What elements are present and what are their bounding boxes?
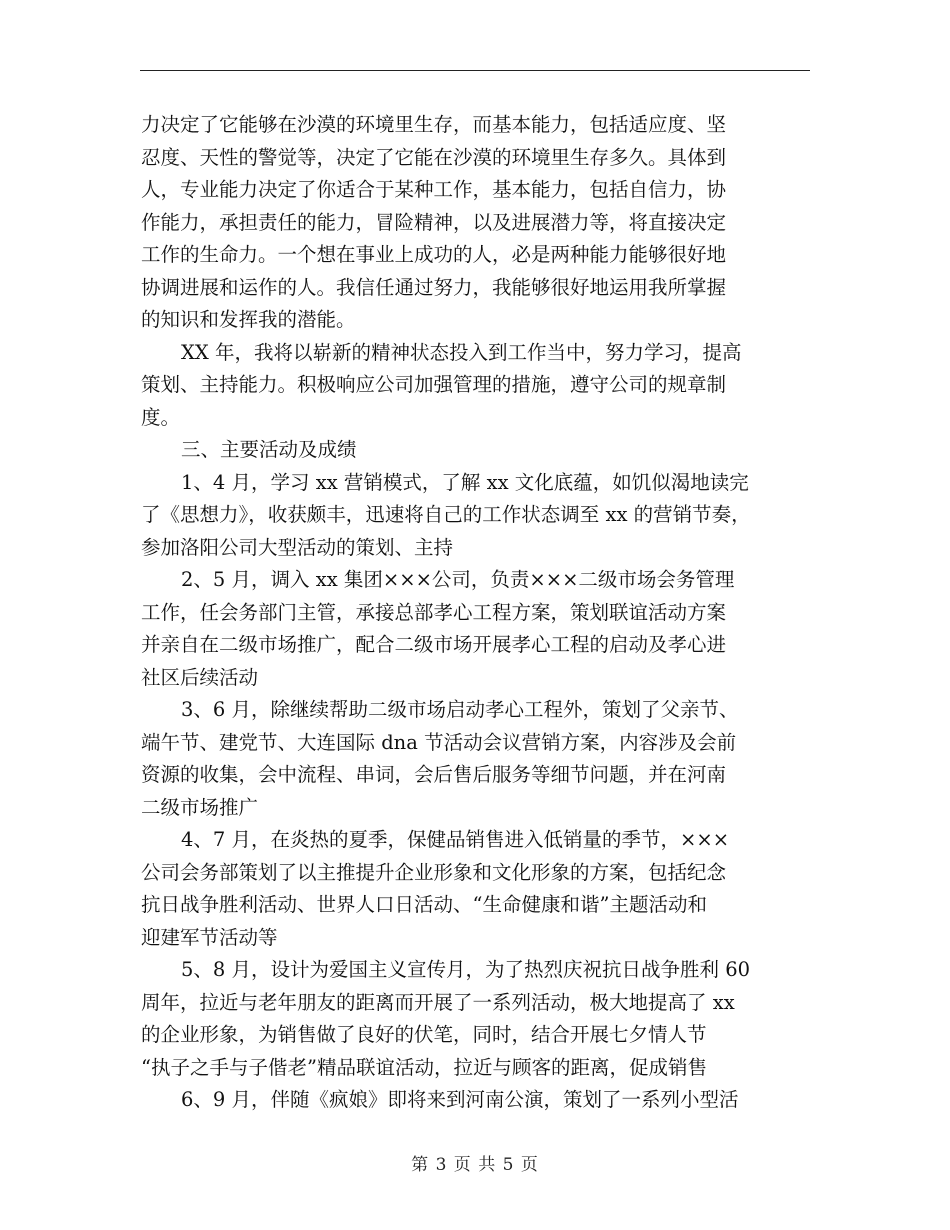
text-line: 并亲自在二级市场推广，配合二级市场开展孝心工程的启动及孝心进 <box>141 633 727 656</box>
text-line: 5、8 月，设计为爱国主义宣传月，为了热烈庆祝抗日战争胜利 60 <box>181 958 751 981</box>
text-line: 二级市场推广 <box>141 795 259 819</box>
paragraph <box>141 694 811 824</box>
heading-text: 三、主要活动及成绩 <box>181 438 357 461</box>
text-line: “执子之手与子偕老”精品联谊活动，拉近与顾客的距离，促成销售 <box>141 1055 707 1079</box>
text-line: 了《思想力》，收获颇丰，迅速将自己的工作状态调至 xx 的营销节奏， <box>141 503 751 526</box>
text-line: 4、7 月，在炎热的夏季，保健品销售进入低销量的季节，××× <box>181 828 730 851</box>
text-line: 力决定了它能够在沙漠的环境里生存，而基本能力，包括适应度、坚 <box>141 113 727 136</box>
paragraph <box>141 109 811 337</box>
text-line: 公司会务部策划了以主推提升企业形象和文化形象的方案，包括纪念 <box>141 860 727 884</box>
text-line: 2、5 月，调入 xx 集团×××公司，负责×××二级市场会务管理 <box>181 568 735 591</box>
text-line: 周年，拉近与老年朋友的距离而开展了一系列活动，极大地提高了 xx <box>141 990 735 1014</box>
text-line: 社区后续活动 <box>141 665 259 689</box>
text-line: 资源的收集，会中流程、串词，会后售后服务等细节问题，并在河南 <box>141 763 727 786</box>
text-line: 策划、主持能力。积极响应公司加强管理的措施，遵守公司的规章制 <box>141 373 727 396</box>
text-line: 忍度、天性的警觉等，决定了它能在沙漠的环境里生存多久。具体到 <box>141 145 727 169</box>
paragraph <box>141 467 811 565</box>
paragraph <box>141 954 811 1084</box>
text-line: 工作的生命力。一个想在事业上成功的人，必是两种能力能够很好地 <box>141 243 727 266</box>
text-line: 6、9 月，伴随《疯娘》即将来到河南公演，策划了一系列小型活 <box>181 1088 739 1111</box>
paragraph <box>141 337 811 435</box>
paragraph <box>141 824 811 954</box>
text-line: 的知识和发挥我的潜能。 <box>141 308 356 331</box>
text-line: 端午节、建党节、大连国际 dna 节活动会议营销方案，内容涉及会前 <box>141 730 737 754</box>
text-line: 参加洛阳公司大型活动的策划、主持 <box>141 535 454 559</box>
text-line: 抗日战争胜利活动、世界人口日活动、“生命健康和谐”主题活动和 <box>141 893 707 916</box>
text-line: 3、6 月，除继续帮助二级市场启动孝心工程外，策划了父亲节、 <box>181 698 739 721</box>
text-line: 度。 <box>141 405 181 429</box>
page-number-footer: 第 3 页 共 5 页 <box>411 1155 539 1175</box>
text-line: 迎建军节活动等 <box>141 925 278 949</box>
paragraph <box>141 1084 811 1117</box>
text-line: 1、4 月，学习 xx 营销模式，了解 xx 文化底蕴，如饥似渴地读完 <box>181 470 749 494</box>
text-line: XX 年，我将以崭新的精神状态投入到工作当中，努力学习，提高 <box>181 340 742 364</box>
text-line: 协调进展和运作的人。我信任通过努力，我能够很好地运用我所掌握 <box>141 275 727 299</box>
paragraph <box>141 564 811 694</box>
text-line: 人，专业能力决定了你适合于某种工作，基本能力，包括自信力，协 <box>141 178 727 201</box>
text-line: 作能力，承担责任的能力，冒险精神，以及进展潜力等，将直接决定 <box>141 210 727 234</box>
text-line: 工作，任会务部门主管，承接总部孝心工程方案，策划联谊活动方案 <box>141 600 727 624</box>
section-heading <box>141 434 811 467</box>
body-text <box>141 109 811 1117</box>
text-line: 的企业形象，为销售做了良好的伏笔，同时，结合开展七夕情人节 <box>141 1023 707 1046</box>
header-rule <box>140 70 810 71</box>
